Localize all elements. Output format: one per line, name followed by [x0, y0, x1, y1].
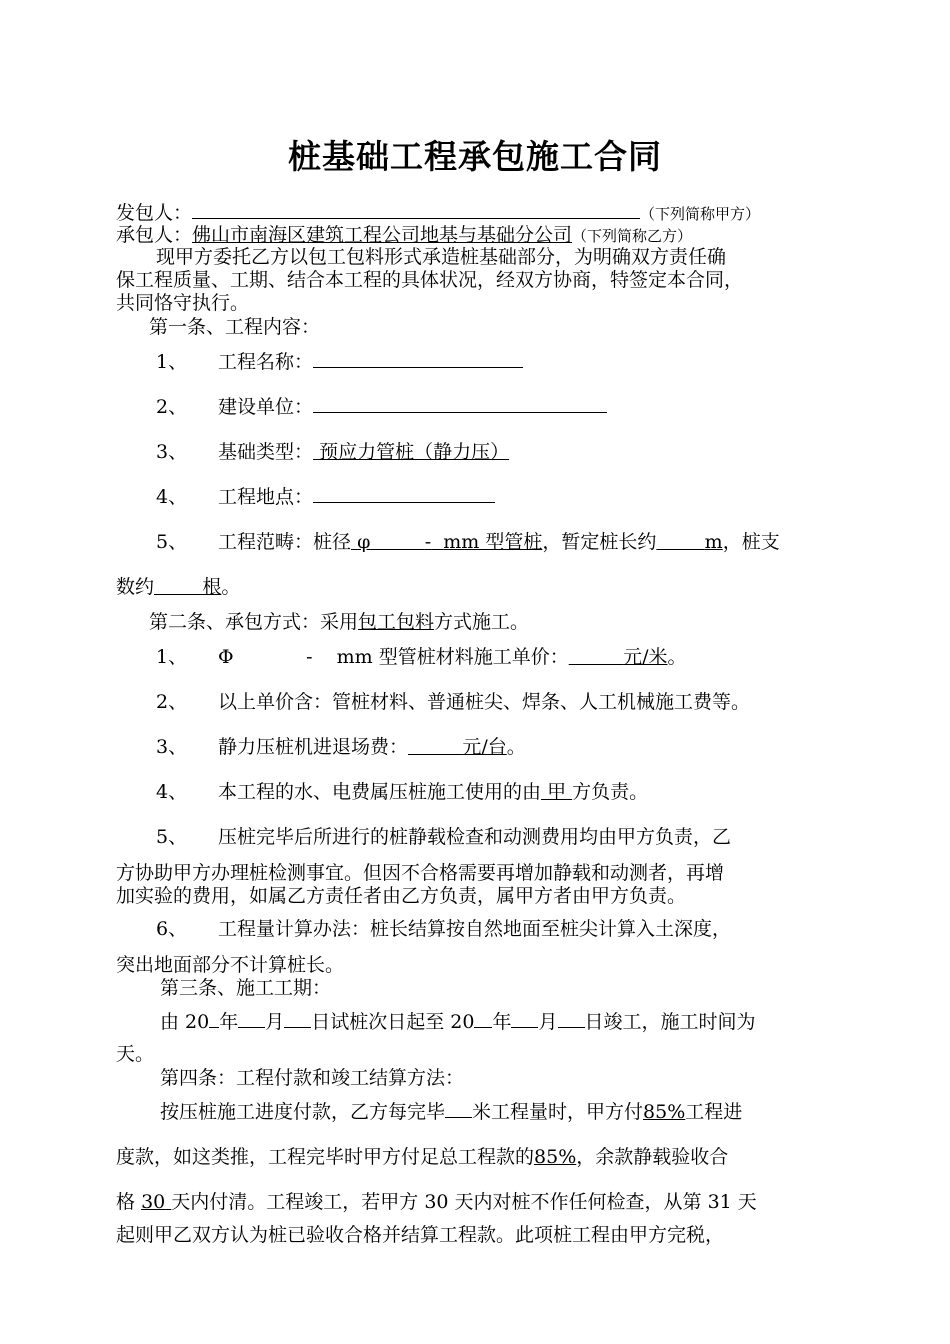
art1-item-4: [156, 485, 495, 509]
art1-item-2: [156, 395, 607, 419]
party-a-blank: [192, 201, 640, 219]
item-text: 以上单价含：管桩材料、普通桩尖、焊条、人工机械施工费等。: [218, 691, 751, 713]
article-1-heading: 第一条、工程内容：: [149, 316, 321, 338]
article-3-heading: 第三条、施工工期：: [160, 977, 332, 999]
schedule-text: 日试桩次日起至 20: [311, 1011, 475, 1033]
schedule-line-2: 天。: [116, 1043, 155, 1065]
item-text: 方负责。: [572, 781, 649, 803]
fee-unit: 元/台: [462, 736, 507, 758]
end-month-blank: [511, 1010, 538, 1028]
art2-item-2: [156, 690, 750, 714]
art2-item-5-line-3: 加实验的费用，如属乙方责任者由乙方负责，属甲方者由甲方负责。: [116, 885, 687, 907]
payment-text: 度款，如这类推，工程完毕时甲方付足总工程款的: [116, 1146, 535, 1168]
payment-line-1: [160, 1100, 742, 1124]
heading-text: 方式施工。: [434, 611, 530, 633]
scope-text: 工程范畴：桩径: [218, 531, 352, 553]
page-title: 桩基础工程承包施工合同: [288, 137, 662, 176]
item-number: 1、: [156, 351, 188, 373]
schedule-text: 由 20: [160, 1011, 210, 1033]
count-unit: 根: [202, 576, 222, 598]
builder-blank: [313, 395, 607, 413]
total-percent: 85%: [534, 1146, 577, 1168]
art1-item-5: [156, 530, 780, 554]
item-label: 工程名称：: [218, 351, 314, 373]
dash: -: [306, 646, 313, 668]
period: 。: [506, 736, 526, 758]
item-number: 2、: [156, 396, 188, 418]
payment-text: 米工程量时，甲方付: [472, 1101, 644, 1123]
payment-line-3: [116, 1190, 757, 1214]
progress-percent: 85%: [643, 1101, 686, 1123]
mobilization-fee-field: [408, 736, 507, 758]
item-number: 3、: [156, 441, 188, 463]
progress-meters-blank: [445, 1100, 472, 1118]
art2-item-5: [156, 825, 731, 849]
art2-item-1: [156, 645, 687, 669]
end-year-blank: [474, 1010, 492, 1028]
payment-text: 工程进: [685, 1101, 743, 1123]
project-name-blank: [313, 350, 523, 368]
schedule-text: 年: [492, 1011, 512, 1033]
days-field: [141, 1191, 171, 1213]
payment-text: 天内付清。工程竣工，若甲方 30 天内对桩不作任何检查，从第 31 天: [171, 1191, 757, 1213]
schedule-text: 日竣工，施工时间为: [584, 1011, 756, 1033]
item-number: 5、: [156, 826, 188, 848]
item-text: 静力压桩机进退场费：: [218, 736, 409, 758]
unit-price-field: [569, 646, 668, 668]
phi-symbol: φ: [357, 531, 371, 553]
payment-text: ，余款静载验收合: [576, 1146, 729, 1168]
art2-item-4: [156, 780, 648, 804]
art2-item-5-line-2: 方协助甲方办理桩检测事宜。但因不合格需要再增加静载和动测者，再增: [116, 862, 725, 884]
schedule-text: 月: [538, 1011, 558, 1033]
party-b-name: 佛山市南海区建筑工程公司地基与基础分公司: [192, 224, 573, 246]
party-b-note: （下列简称乙方）: [572, 227, 693, 245]
item-number: 5、: [156, 531, 188, 553]
art2-item-6: [156, 917, 731, 941]
intro-line-2: 保工程质量、工期、结合本工程的具体状况，经双方协商，特签定本合同，: [116, 269, 744, 291]
item-number: 2、: [156, 691, 188, 713]
price-unit: 元/米: [623, 646, 668, 668]
period: 。: [221, 576, 241, 598]
pile-diameter-field: [351, 531, 542, 553]
item-number: 4、: [156, 486, 188, 508]
heading-text: 第二条、承包方式：采用: [149, 611, 359, 633]
pile-length-field: [656, 531, 722, 553]
start-month-blank: [238, 1010, 265, 1028]
item-text: 工程量计算办法：桩长结算按自然地面至桩尖计算入土深度，: [218, 918, 732, 940]
party-a-label: 发包人：: [116, 202, 193, 224]
payment-line-4: 起则甲乙双方认为桩已验收合格并结算工程款。此项桩工程由甲方完税，: [116, 1224, 725, 1246]
scope-text: ，暂定桩长约: [542, 531, 657, 553]
dash: -: [424, 531, 432, 553]
item-label: 基础类型：: [218, 441, 314, 463]
art1-item-1: [156, 350, 523, 374]
item-text: 压桩完毕后所进行的桩静载检查和动测费用均由甲方负责，乙: [218, 826, 732, 848]
days-value: 30: [141, 1191, 166, 1213]
start-year-blank: [209, 1010, 219, 1028]
responsible-party-field: [541, 781, 572, 803]
intro-line-1: 现甲方委托乙方以包工包料形式承造桩基础部分，为明确双方责任确: [156, 246, 727, 268]
end-day-blank: [558, 1010, 585, 1028]
scope-text: 数约: [116, 576, 155, 598]
item-number: 4、: [156, 781, 188, 803]
payment-text: 按压桩施工进度付款，乙方每完毕: [160, 1101, 446, 1123]
phi-symbol: Φ: [218, 646, 234, 668]
item-text: mm 型管桩材料施工单价：: [336, 646, 569, 668]
period: 。: [667, 646, 687, 668]
article-4-heading: 第四条：工程付款和竣工结算方法：: [160, 1067, 465, 1089]
contract-mode: 包工包料: [358, 611, 435, 633]
meter-unit: m: [704, 531, 723, 553]
item-label: 工程地点：: [218, 486, 314, 508]
scope-text: ，桩支: [722, 531, 780, 553]
party-b-label: 承包人：: [116, 224, 193, 246]
start-day-blank: [284, 1010, 311, 1028]
schedule-line: [160, 1010, 756, 1034]
article-2-heading: [149, 610, 529, 634]
art1-item-5-cont: [116, 575, 240, 599]
party-a-note: （下列简称甲方）: [640, 205, 761, 223]
art1-item-3: [156, 440, 596, 464]
item-number: 3、: [156, 736, 188, 758]
payment-text: 格: [116, 1191, 136, 1213]
foundation-type-text: 预应力管桩（静力压）: [319, 441, 510, 463]
pile-type: mm 型管桩: [443, 531, 543, 553]
payment-line-2: [116, 1145, 728, 1169]
item-number: 6、: [156, 918, 188, 940]
responsible-party: 甲: [547, 781, 567, 803]
intro-line-3: 共同恪守执行。: [116, 292, 250, 314]
pile-count-field: [154, 576, 221, 598]
location-blank: [313, 485, 495, 503]
art2-item-6-line-2: 突出地面部分不计算桩长。: [116, 954, 345, 976]
item-label: 建设单位：: [218, 396, 314, 418]
schedule-text: 月: [265, 1011, 285, 1033]
item-number: 1、: [156, 646, 188, 668]
item-text: 本工程的水、电费属压桩施工使用的由: [218, 781, 542, 803]
schedule-text: 年: [219, 1011, 239, 1033]
foundation-type-value: [313, 440, 596, 464]
art2-item-3: [156, 735, 526, 759]
